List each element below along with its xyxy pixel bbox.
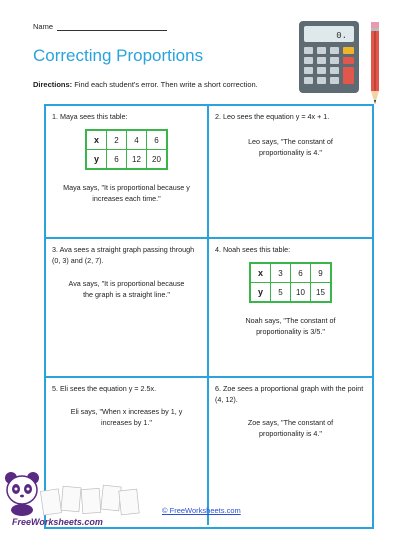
table-cell: 3: [271, 263, 291, 283]
problem-5-prompt: 5. Eli sees the equation y = 2.5x.: [52, 384, 157, 393]
problem-grid: [44, 104, 374, 529]
problem-1-table: [85, 129, 168, 170]
problem-4[interactable]: [209, 239, 372, 378]
table-cell: 9: [311, 263, 332, 283]
page-title: Correcting Proportions: [33, 46, 204, 65]
name-field: [33, 22, 167, 31]
table-cell: y: [86, 150, 107, 170]
problem-2[interactable]: [209, 106, 372, 239]
table-cell: 6: [291, 263, 311, 283]
problem-4-prompt: 4. Noah sees this table:: [215, 245, 291, 254]
problem-6-quote: Zoe says, "The constant of proportionality is 4.": [247, 418, 334, 438]
table-cell: x: [86, 130, 107, 150]
problem-3-prompt: 3. Ava sees a straight graph passing through (0, 3) and (2, 7).: [52, 245, 195, 265]
table-row: [250, 263, 331, 283]
table-cell: x: [250, 263, 271, 283]
problem-4-quote: Noah says, "The constant of proportionality is 3/5.": [245, 316, 336, 336]
table-cell: 6: [107, 150, 127, 170]
table-cell: 12: [127, 150, 147, 170]
problem-3[interactable]: [46, 239, 209, 378]
table-cell: 2: [107, 130, 127, 150]
problem-1[interactable]: [46, 106, 209, 239]
directions-text: Find each student's error. Then write a short correction.: [74, 80, 258, 89]
table-row: [86, 130, 167, 150]
problem-1-quote: Maya says, "It is proportional because y increases each time.": [63, 183, 190, 203]
calculator-display: 0.: [336, 31, 347, 41]
problem-2-prompt: 2. Leo sees the equation y = 4x + 1.: [215, 112, 330, 121]
worksheets-stack-icon: [40, 482, 140, 518]
table-cell: 15: [311, 283, 332, 303]
table-cell: 10: [291, 283, 311, 303]
name-label: Name: [33, 22, 54, 31]
problem-3-quote: Ava says, "It is proportional because the graph is a straight line.": [68, 279, 185, 299]
problem-5-quote: Eli says, "When x increases by 1, y increases by 1.": [70, 407, 183, 427]
table-cell: 4: [127, 130, 147, 150]
problem-6[interactable]: [209, 378, 372, 525]
table-cell: 5: [271, 283, 291, 303]
directions: [33, 79, 373, 90]
copyright-link[interactable]: © FreeWorksheets.com: [162, 506, 241, 515]
table-cell: 20: [147, 150, 168, 170]
table-cell: 6: [147, 130, 168, 150]
panda-mascot-icon: [4, 470, 40, 516]
problem-1-prompt: 1. Maya sees this table:: [52, 112, 128, 121]
problem-6-prompt: 6. Zoe sees a proportional graph with the point (4, 12).: [215, 384, 364, 404]
problem-4-table: [249, 262, 332, 303]
name-line[interactable]: [57, 23, 167, 31]
table-row: [250, 283, 331, 303]
table-cell: y: [250, 283, 271, 303]
problem-2-quote: Leo says, "The constant of proportionality is 4.": [248, 137, 333, 157]
pencil-icon: [368, 22, 382, 106]
freeworksheets-logo: FreeWorksheets.com: [12, 517, 103, 527]
table-row: [86, 150, 167, 170]
directions-label: Directions:: [33, 80, 73, 89]
